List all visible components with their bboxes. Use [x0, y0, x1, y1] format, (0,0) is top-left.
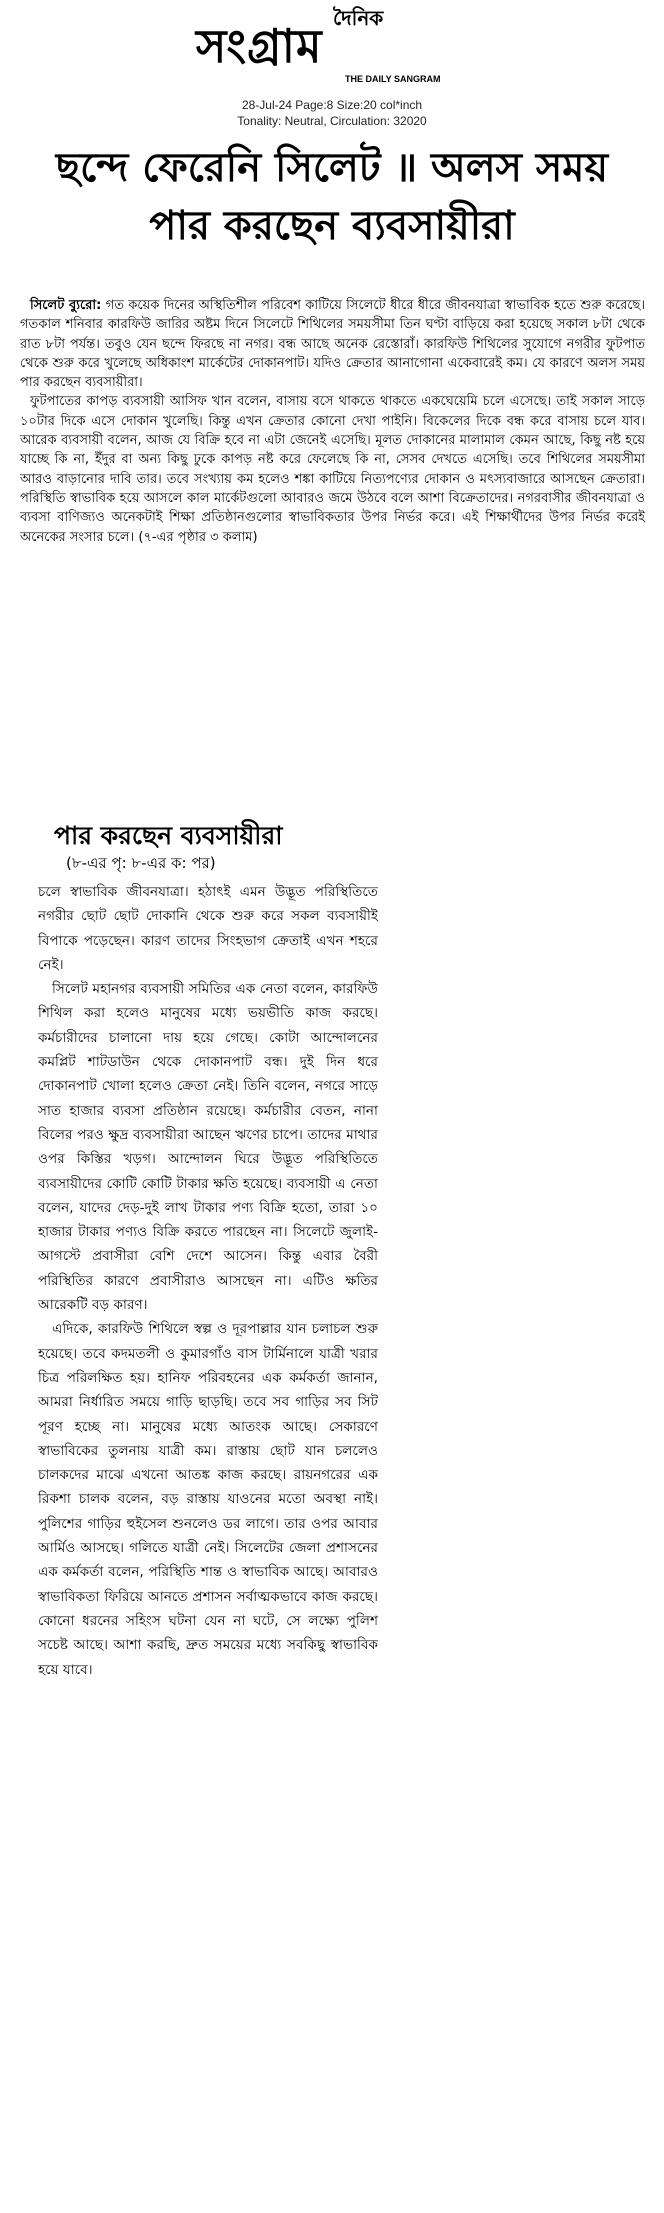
column-paragraph: চলে স্বাভাবিক জীবনযাত্রা। হঠাৎই এমন উদ্ভূত পরিস্থিতিতে নগরীর ছোট ছোট দোকানি থেকে শুরু করে সকল ব্যবসায়ীই বিপাকে পড়েছেন। কারণ তাদের সিংহভাগ ক্রেতাই এখন শহরে নেই।	[38, 884, 378, 973]
column-paragraph: সিলেট মহানগর ব্যবসায়ী সমিতির এক নেতা বলেন, কারফিউ শিথিল করা হলেও মানুষের মধ্যে ভয়ভীতি কাজ করছে। কর্মচারীদের চালানো দায় হয়ে গেছে। কোটা আন্দোলনের কমপ্লিট শাটডাউন থেকে দোকানপাট বন্ধ। দুই দিন ধরে দোকানপাট খোলা হলেও ক্রেতা নেই। তিনি বলেন, নগরে সাড়ে সাত হাজার ব্যবসা প্রতিষ্ঠান রয়েছে। কর্মচারীর বেতন, নানা বিলের পরও ক্ষুদ্র ব্যবসায়ীরা আছেন ঋণের চাপে। তাদের মাথার ওপর কিস্তির খড়গ। আন্দোলন ঘিরে উদ্ভূত পরিস্থিতিতে ব্যবসায়ীদের কোটি কোটি টাকার ক্ষতি হয়েছে। ব্যবসায়ী এ নেতা বলেন, যাদের দেড়-দুই লাখ টাকার পণ্য বিক্রি হতো, তারা ১০ হাজার টাকার পণ্যও বিক্রি করতে পারছেন না। সিলেটে জুলাই-আগস্টে প্রবাসীরা বেশি দেশে আসেন। কিন্তু এবার বৈরী পরিস্থিতির কারণে প্রবাসীরাও আসছেন না। এটিও ক্ষতির আরেকটি বড় কারণ।	[38, 981, 378, 1314]
story-paragraph: ফুটপাতের কাপড় ব্যবসায়ী আসিফ খান বলেন, বাসায় বসে থাকতে থাকতে একঘেয়েমি চলে এসেছে। তাই সকাল সাড়ে ১০টার দিকে এসে দোকান খুলেছি। কিন্তু এখন ক্রেতার কোনো দেখা পাইনি। বিকেলের দিকে বন্ধ করে বাসায় চলে যাব। আরেক ব্যবসায়ী বলেন, আজ যে বিক্রি হবে না এটা জেনেই এসেছি। মূলত দোকানের মালামাল কেমন আছে, কিছু নষ্ট হয়ে যাচ্ছে কি না, ইঁদুর বা অন্য কিছু ঢুকে কাপড় নষ্ট করে ফেলেছে কি না, সেসব দেখতে এসেছি। তবে শিথিলের সময়সীমা আরও বাড়ানোর দাবি তার। তবে সংখ্যায় কম হলেও শঙ্কা কাটিয়ে নিত্যপণ্যের দোকান ও মৎস্যবাজারে আসছেন ক্রেতারা। পরিস্থিতি স্বাভাবিক হয়ে আসলে কাল মার্কেটগুলো আবারও জমে উঠবে বলে আশা বিক্রেতাদের। নগরবাসীর জীবনযাত্রা ও ব্যবসা বাণিজ্যও অনেকটাই শিক্ষা প্রতিষ্ঠানগুলোর স্বাভাবিকতার উপর নির্ভর করে। এই শিক্ষার্থীদের উপর নির্ভর করেই অনেকের সংসার চলে। (৭-এর পৃষ্ঠার ৩ কলাম)	[20, 394, 645, 545]
story-body	[20, 296, 645, 547]
headline-line2: পার করছেন ব্যবসায়ীরা	[149, 203, 515, 249]
masthead-daily-word: দৈনিক	[333, 6, 384, 30]
newspaper-logo: সংগ্রাম	[196, 19, 323, 73]
story-paragraph-text: গত কয়েক দিনের অস্থিতিশীল পরিবেশ কাটিয়ে সিলেটে ধীরে ধীরে জীবনযাত্রা স্বাভাবিক হতে শুরু করেছে। গতকাল শনিবার কারফিউ জারির অষ্টম দিনে সিলেটে শিথিলের সময়সীমা তিন ঘণ্টা বাড়িয়ে করা হয়েছে সকাল ৮টা থেকে রাত ৮টা পর্যন্ত। তবুও যেন ছন্দে ফিরছে না নগর। বন্ধ আছে অনেক রেস্তোরাঁ। কারফিউ শিথিলের সুযোগে নগরীর ফুটপাত থেকে শুরু করে খুলেছে অধিকাংশ মার্কেটের দোকানপাট। যদিও ক্রেতার আনাগোনা একেবারেই কম। যে কারণে অলস সময় পার করছেন ব্যবসায়ীরা।	[20, 298, 645, 391]
story-paragraph	[20, 296, 645, 392]
dateline: সিলেট ব্যুরো:	[30, 298, 102, 313]
column-paragraph: এদিকে, কারফিউ শিথিলে স্বল্প ও দূরপাল্লার যান চলাচল শুরু হয়েছে। তবে কদমতলী ও কুমারগাঁও বাস টার্মিনালে যাত্রী খরার চিত্র পরিলক্ষিত হয়। হানিফ পরিবহনের এক কর্মকর্তা জানান, আমরা নির্ধারিত সময়ে গাড়ি ছাড়ছি। তবে সব গাড়ির সব সিট পূরণ হচ্ছে না। মানুষের মধ্যে আতংক আছে। সেকারণে স্বাভাবিকের তুলনায় যাত্রী কম। রাস্তায় ছোট যান চললেও চালকদের মাঝে এখনো আতঙ্ক কাজ করছে। রায়নগরের এক রিকশা চালক বলেন, বড় রাস্তায় যাওনের মতো অবস্থা নাই। পুলিশের গাড়ির হুইসেল শুনলেও ডর লাগে। তার ওপর আবার আর্মিও আসছে। গলিতে যাত্রী নেই। সিলেটের জেলা প্রশাসনের এক কর্মকর্তা বলেন, পরিস্থিতি শান্ত ও স্বাভাবিক আছে। আবারও স্বাভাবিকতা ফিরিয়ে আনতে প্রশাসন সর্বাত্মকভাবে কাজ করছে। কোনো ধরনের সহিংস ঘটনা যেন না ঘটে, সে লক্ষ্যে পুলিশ সচেষ্ট আছে। আশা করছি, দ্রুত সময়ের মধ্যে সবকিছু স্বাভাবিক হয়ে যাবে।	[38, 1321, 378, 1678]
clipping-meta-line1: 28-Jul-24 Page:8 Size:20 col*inch	[241, 98, 423, 112]
continuation-reference: (৮-এর পৃ: ৮-এর ক: পর)	[66, 854, 216, 872]
continuation-column	[38, 880, 378, 1682]
continuation-heading: পার করছেন ব্যবসায়ীরা	[54, 821, 283, 850]
headline-line1: ছন্দে ফেরেনি সিলেট ॥ অলস সময়	[55, 145, 609, 191]
clipping-meta-line2: Tonality: Neutral, Circulation: 32020	[237, 114, 427, 128]
newspaper-english-name: THE DAILY SANGRAM	[345, 74, 441, 84]
